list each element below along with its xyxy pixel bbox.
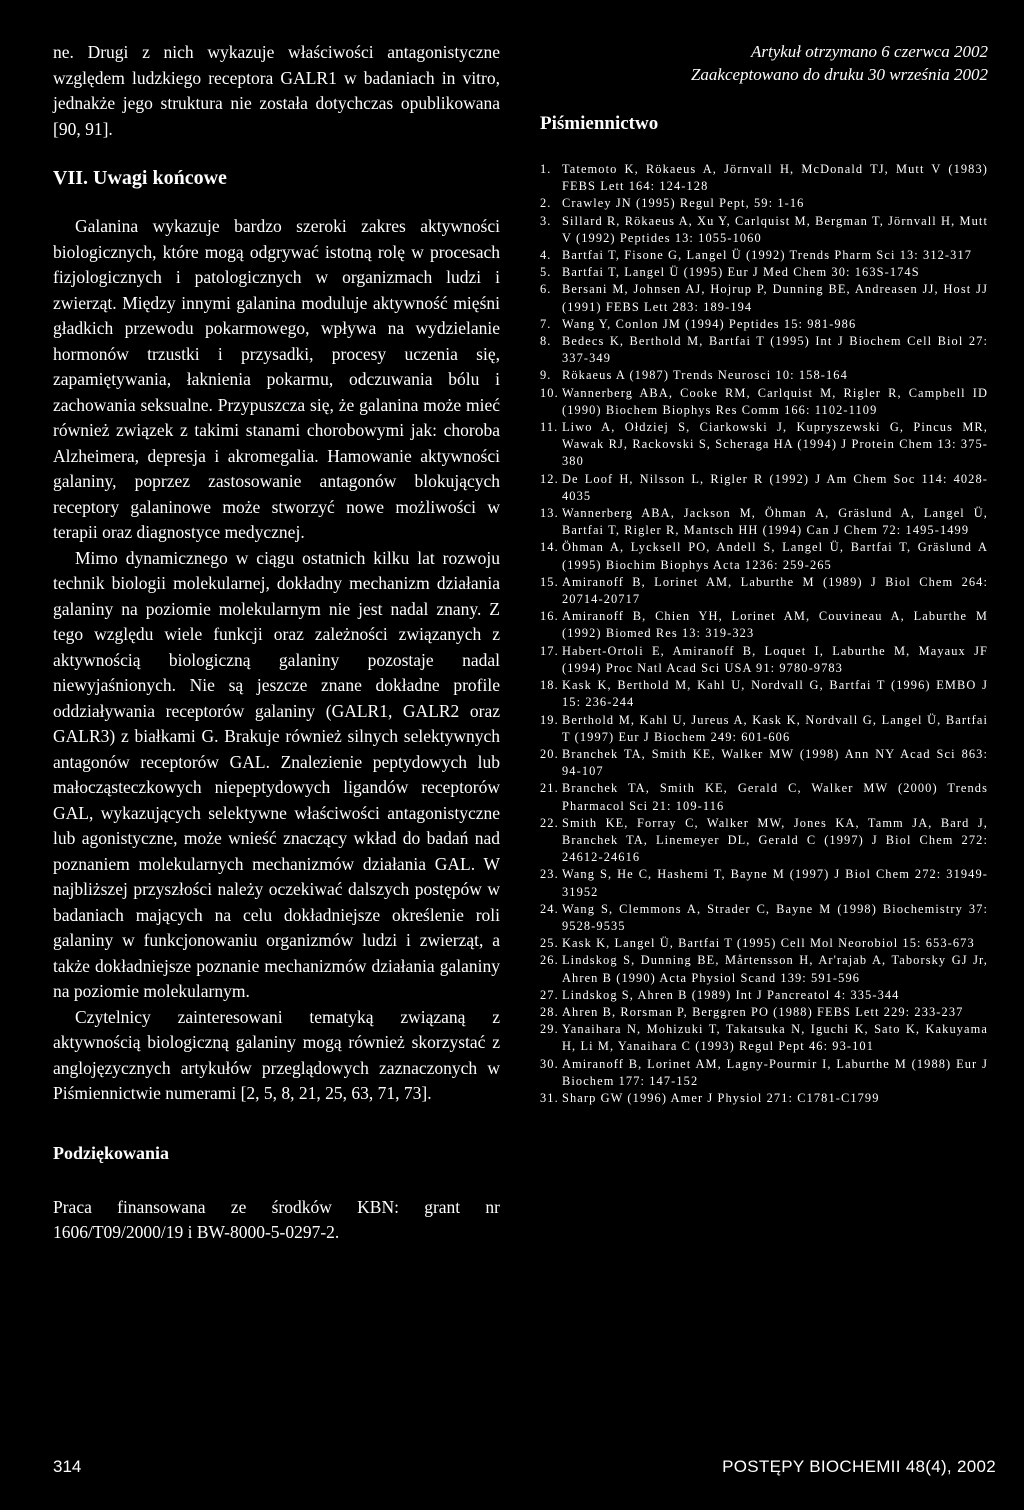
reference-item: [540, 712, 988, 746]
reference-item: [540, 419, 988, 471]
reference-item: [540, 1090, 988, 1107]
reference-text: Liwo A, Ołdziej S, Ciarkowski J, Kupryszewski G, Pincus MR, Wawak RJ, Rackovski S, Scheraga HA (1994) J Protein Chem 13: 375-380: [562, 420, 988, 469]
reference-text: Tatemoto K, Rökaeus A, Jörnvall H, McDonald TJ, Mutt V (1983) FEBS Lett 164: 124-128: [562, 162, 988, 194]
received-date: Artykuł otrzymano 6 czerwca 2002: [750, 42, 988, 61]
ack-text: Praca finansowana ze środków KBN: grant nr 1606/T09/2000/19 i BW-8000-5-0297-2.: [53, 1196, 500, 1242]
reference-text: Branchek TA, Smith KE, Gerald C, Walker MW (2000) Trends Pharmacol Sci 21: 109-116: [562, 781, 988, 813]
reference-text: Bartfai T, Langel Ü (1995) Eur J Med Chem 30: 163S-174S: [562, 265, 920, 280]
reference-item: [540, 367, 988, 384]
references-heading: Piśmiennictwo: [540, 113, 659, 134]
reference-text: Lindskog S, Dunning BE, Mårtensson H, Ar'rajab A, Taborsky GJ Jr, Ahren B (1990) Acta Physiol Scand 139: 591-596: [562, 953, 988, 985]
reference-number: 22.: [540, 815, 559, 830]
reference-number: 21.: [540, 781, 559, 796]
journal-name: POSTĘPY BIOCHEMII 48(4), 2002: [722, 1457, 996, 1476]
reference-number: 15.: [540, 574, 559, 589]
reference-item: [540, 780, 988, 814]
reference-number: 16.: [540, 609, 559, 624]
reference-text: Amiranoff B, Lorinet AM, Laburthe M (1989) J Biol Chem 264: 20714-20717: [562, 574, 988, 607]
reference-item: [540, 952, 988, 986]
reference-number: 3.: [540, 213, 552, 228]
reference-text: Branchek TA, Smith KE, Walker MW (1998) Ann NY Acad Sci 863: 94-107: [562, 746, 988, 779]
reference-text: Wannerberg ABA, Cooke RM, Carlquist M, Rigler R, Campbell ID (1990) Biochem Biophys Res Comm 166: 1102-1109: [562, 385, 988, 417]
reference-item: [540, 539, 988, 573]
reference-item: [540, 316, 988, 333]
reference-item: [540, 213, 988, 247]
reference-text: Wang Y, Conlon JM (1994) Peptides 15: 981-986: [562, 316, 857, 331]
reference-text: De Loof H, Nilsson L, Rigler R (1992) J Am Chem Soc 114: 4028-4035: [562, 471, 988, 503]
body-paragraph-2: Mimo dynamicznego w ciągu ostatnich kilku lat rozwoju technik biologii molekularnej, dokładny mechanizm działania galaniny na poziomie molekularnym nie jest nadal znany. Z tego względu wiele funkcji oraz zależności związanych z aktywnością biologiczną galaniny pozostaje nadal niewyjaśnionych. Nie są jeszcze znane dokładne profile oddziaływania receptorów galaniny (GALR1, GALR2 oraz GALR3) z białkami G. Brakuje również silnych selektywnych antagonów receptorów GAL. Znalezienie peptydowych lub małocząsteczkowych niepeptydowych ligandów receptorów GAL, wykazujących selektywne właściwości antagonistyczne lub agonistyczne, może wnieść znaczący wkład do badań nad poznaniem molekularnych mechanizmów działania GAL. W najbliższej przyszłości należy oczekiwać dalszych postępów w badaniach mających na celu dokładniejsze określenie roli galaniny w funkcjonowaniu organizmów ludzi i zwierząt, a także dokładniejsze poznanie mechanizmów działania galaniny na poziomie molekularnym.: [53, 547, 500, 1001]
reference-number: 9.: [540, 368, 552, 383]
reference-text: Sharp GW (1996) Amer J Physiol 271: C1781-C1799: [562, 1090, 880, 1105]
reference-item: [540, 161, 988, 195]
reference-text: Smith KE, Forray C, Walker MW, Jones KA, Tamm JA, Bard J, Branchek TA, Linemeyer DL, Gerald C (1997) J Biol Chem 272: 24612-24616: [562, 815, 988, 865]
reference-number: 31.: [540, 1090, 559, 1105]
reference-item: [540, 608, 988, 642]
body-paragraph-3: Czytelnicy zainteresowani tematyką związaną z aktywnością biologiczną galaniny mogą również skorzystać z anglojęzycznych artykułów przeglądowych zaznaczonych w Piśmiennictwie numerami [2, 5, 8, 21, 25, 63, 71, 73].: [53, 1006, 500, 1103]
reference-item: [540, 901, 988, 935]
accepted-date: Zaakceptowano do druku 30 września 2002: [690, 65, 988, 84]
reference-number: 27.: [540, 987, 559, 1002]
reference-number: 11.: [540, 420, 559, 435]
left-column: [53, 40, 500, 1246]
reference-text: Crawley JN (1995) Regul Pept, 59: 1-16: [562, 196, 805, 211]
reference-item: [540, 247, 988, 264]
article-dates: [540, 40, 988, 86]
reference-text: Habert-Ortoli E, Amiranoff B, Loquet I, Laburthe M, Mayaux JF (1994) Proc Natl Acad Sci USA 91: 9780-9783: [562, 643, 988, 675]
reference-text: Bedecs K, Berthold M, Bartfai T (1995) Int J Biochem Cell Biol 27: 337-349: [562, 334, 988, 366]
reference-number: 26.: [540, 953, 559, 968]
reference-item: [540, 1021, 988, 1055]
reference-number: 17.: [540, 643, 559, 658]
reference-text: Rökaeus A (1987) Trends Neurosci 10: 158-164: [562, 368, 848, 383]
reference-number: 2.: [540, 196, 552, 211]
reference-item: [540, 281, 988, 315]
reference-number: 30.: [540, 1056, 559, 1071]
reference-item: [540, 385, 988, 419]
reference-number: 14.: [540, 540, 559, 555]
right-column: [540, 40, 988, 1107]
reference-text: Kask K, Langel Ü, Bartfai T (1995) Cell Mol Neorobiol 15: 653-673: [562, 936, 975, 951]
reference-item: [540, 574, 988, 608]
reference-item: [540, 1004, 988, 1021]
reference-number: 1.: [540, 162, 552, 176]
reference-text: Yanaihara N, Mohizuki T, Takatsuka N, Iguchi K, Sato K, Kakuyama H, Li M, Yanaihara C (1993) Regul Pept 46: 93-101: [562, 1022, 988, 1054]
reference-text: Sillard R, Rökaeus A, Xu Y, Carlquist M, Bergman T, Jörnvall H, Mutt V (1992) Peptides 13: 1055-1060: [562, 213, 988, 245]
reference-number: 13.: [540, 506, 559, 521]
reference-text: Bartfai T, Fisone G, Langel Ü (1992) Trends Pharm Sci 13: 312-317: [562, 248, 973, 263]
references-list: [540, 161, 988, 1107]
reference-text: Kask K, Berthold M, Kahl U, Nordvall G, Bartfai T (1996) EMBO J 15: 236-244: [562, 678, 988, 710]
reference-number: 28.: [540, 1004, 559, 1019]
reference-item: [540, 471, 988, 505]
reference-number: 24.: [540, 901, 559, 916]
reference-text: Wang S, He C, Hashemi T, Bayne M (1997) J Biol Chem 272: 31949-31952: [562, 867, 988, 899]
reference-number: 8.: [540, 334, 552, 349]
reference-item: [540, 866, 988, 900]
reference-text: Wannerberg ABA, Jackson M, Öhman A, Gräslund A, Langel Ü, Bartfai T, Rigler R, Mantsch HH (1994) Can J Chem 72: 1495-1499: [562, 506, 988, 538]
reference-number: 6.: [540, 282, 552, 297]
reference-text: Bersani M, Johnsen AJ, Hojrup P, Dunning BE, Andreasen JJ, Host JJ (1991) FEBS Lett 283: 189-194: [562, 282, 988, 314]
section-heading: VII. Uwagi końcowe: [53, 167, 227, 189]
reference-number: 29.: [540, 1022, 559, 1037]
reference-number: 23.: [540, 867, 559, 882]
reference-number: 4.: [540, 248, 552, 263]
reference-item: [540, 935, 988, 952]
reference-number: 10.: [540, 385, 559, 400]
reference-number: 25.: [540, 936, 559, 951]
reference-item: [540, 815, 988, 867]
reference-number: 5.: [540, 265, 552, 280]
reference-item: [540, 1056, 988, 1090]
reference-number: 19.: [540, 712, 559, 727]
reference-text: Wang S, Clemmons A, Strader C, Bayne M (1998) Biochemistry 37: 9528-9535: [562, 901, 988, 933]
reference-number: 7.: [540, 316, 552, 331]
reference-number: 18.: [540, 678, 559, 693]
body-paragraph-1: Galanina wykazuje bardzo szeroki zakres aktywności biologicznych, które mogą odgrywać istotną rolę w procesach fizjologicznych i patologicznych w organizmach ludzi i zwierząt. Między innymi galanina moduluje aktywność mięśni gładkich przewodu pokarmowego, wpływa na wydzielanie hormonów trzustki i przysadki, procesy uczenia się, zapamiętywania, łaknienia pokarmu, odczuwania bólu i zachowania seksualne. Przypuszcza się, że galanina może mieć również związek z takimi stanami chorobowymi jak: choroba Alzheimera, depresja i akromegalia. Hamowanie aktywności galaniny, poprzez zastosowanie antagonów blokujących receptory galaninowe może stworzyć nowe możliwości w terapii oraz diagnostyce medycznej.: [53, 216, 500, 542]
reference-item: [540, 505, 988, 539]
intro-paragraph: ne. Drugi z nich wykazuje właściwości antagonistyczne względem ludzkiego receptora GALR1 w badaniach in vitro, jednakże jego struktura nie została dotychczas opublikowana [90, 91].: [53, 42, 500, 139]
reference-item: [540, 746, 988, 780]
reference-text: Amiranoff B, Lorinet AM, Lagny-Pourmir I, Laburthe M (1988) Eur J Biochem 177: 147-152: [562, 1056, 988, 1088]
reference-item: [540, 333, 988, 367]
reference-item: [540, 195, 988, 212]
page-number: 314: [53, 1457, 82, 1476]
reference-text: Lindskog S, Ahren B (1989) Int J Pancreatol 4: 335-344: [562, 987, 900, 1002]
reference-item: [540, 677, 988, 711]
ack-heading: Podziękowania: [53, 1142, 170, 1163]
reference-text: Berthold M, Kahl U, Jureus A, Kask K, Nordvall G, Langel Ü, Bartfai T (1997) Eur J Biochem 249: 601-606: [562, 712, 988, 744]
reference-item: [540, 987, 988, 1004]
reference-item: [540, 264, 988, 281]
reference-number: 20.: [540, 746, 559, 761]
reference-text: Öhman A, Lycksell PO, Andell S, Langel Ü, Bartfai T, Gräslund A (1995) Biochim Biophys Acta 1236: 259-265: [562, 540, 988, 572]
reference-text: Ahren B, Rorsman P, Berggren PO (1988) FEBS Lett 229: 233-237: [562, 1004, 964, 1019]
reference-item: [540, 643, 988, 677]
reference-number: 12.: [540, 471, 559, 486]
reference-text: Amiranoff B, Chien YH, Lorinet AM, Couvineau A, Laburthe M (1992) Biomed Res 13: 319-323: [562, 609, 988, 641]
